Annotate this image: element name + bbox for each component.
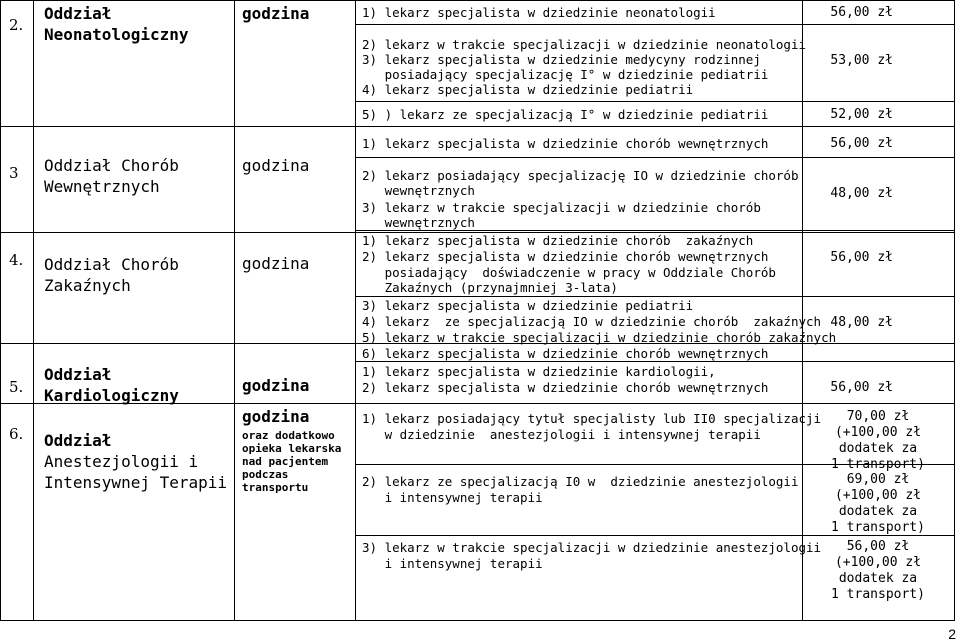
ward-name-line: Zakaźnych [44,276,131,295]
price: 48,00 zł [830,315,893,330]
row-divider [355,361,955,362]
requirement-line: 4) lekarz specjalista w dziedzinie pediatrii [362,82,694,97]
ward-name-line: Oddział [44,431,112,450]
requirement-line: 3) lekarz w trakcie specjalizacji w dziedzinie anestezjologii [362,540,822,555]
row-divider [355,24,955,25]
unit-note-line: nad pacjentem [242,455,329,468]
requirement-line: 2) lekarz specjalista w dziedzinie chorób wewnętrznych [362,249,769,264]
ward-name-line: Intensywnej Terapii [44,473,228,492]
price-note: (+100,00 zł [834,425,922,440]
ward-name-line: Wewnętrznych [44,177,160,196]
requirement-line: 4) lekarz ze specjalizacją IO w dziedzinie chorób zakaźnych [362,314,822,329]
row-number: 6. [9,425,24,443]
price: 56,00 zł [830,380,893,395]
price: 53,00 zł [830,53,893,68]
row-number: 2. [9,16,24,34]
price: 56,00 zł [846,539,910,554]
requirement-line: 2) lekarz ze specjalizacją I0 w dziedzinie anestezjologii [362,474,799,489]
requirement-line: 3) lekarz specjalista w dziedzinie pediatrii [362,298,694,313]
billing-unit: godzina [242,156,310,175]
column-divider [355,0,356,621]
price-note: 1 transport) [831,520,925,535]
row-divider [355,296,955,297]
unit-note-line: oraz dodatkowo [242,429,335,442]
price: 56,00 zł [830,136,893,151]
requirement-line: posiadający specjalizację I° w dziedzinie pediatrii [362,67,769,82]
column-divider [802,0,803,621]
requirement-line: posiadający doświadczenie w pracy w Oddziale Chorób [362,265,776,280]
requirement-line: 1) lekarz posiadający tytuł specjalisty lub II0 specjalizacji [362,411,822,426]
table-border [0,0,1,621]
billing-unit: godzina [242,407,310,426]
price-note: 1 transport) [831,587,925,602]
ward-name-line: Oddział Chorób [44,156,179,175]
billing-unit: godzina [242,376,310,395]
row-number: 4. [9,251,24,269]
price: 52,00 zł [830,107,893,122]
ward-name-line: Kardiologiczny [44,386,179,405]
requirement-line: 5) lekarz w trakcie specjalizacji w dziedzinie chorób zakaźnych [362,330,837,345]
billing-unit: godzina [242,254,310,273]
table-border [0,620,955,621]
row-divider [0,0,955,1]
requirement-line: wewnętrznych [362,215,475,230]
price-note: (+100,00 zł [834,488,922,503]
price: 56,00 zł [830,250,893,265]
row-number: 3 [9,164,19,182]
requirement-line: i intensywnej terapii [362,490,543,505]
requirement-line: 2) lekarz posiadający specjalizację IO w dziedzinie chorób [362,168,799,183]
column-divider [234,0,235,621]
requirement-line: 5) ) lekarz ze specjalizacją I° w dziedzinie pediatrii [362,107,769,122]
price: 69,00 zł [846,472,910,487]
row-number: 5. [9,378,24,396]
requirement-line: 1) lekarz specjalista w dziedzinie chorób zakaźnych [362,233,754,248]
row-divider [355,101,955,102]
row-divider [0,126,955,127]
unit-note-line: opieka lekarska [242,442,342,455]
row-divider [355,230,955,231]
price-note: dodatek za [838,441,918,456]
requirement-line: i intensywnej terapii [362,556,543,571]
requirement-line: 2) lekarz w trakcie specjalizacji w dziedzinie neonatologii [362,37,807,52]
unit-note-line: podczas [242,468,289,481]
ward-name-line: Oddział Chorób [44,255,179,274]
price-note: 1 transport) [831,457,925,472]
requirement-line: 6) lekarz specjalista w dziedzinie chorób wewnętrznych [362,346,769,361]
requirement-line: 1) lekarz specjalista w dziedzinie kardiologii, [362,364,716,379]
price: 48,00 zł [830,186,893,201]
price: 70,00 zł [846,409,910,424]
requirement-line: Zakaźnych (przynajmniej 3-lata) [362,280,618,295]
row-divider [355,157,955,158]
requirement-line: wewnętrznych [362,183,475,198]
requirement-line: 1) lekarz specjalista w dziedzinie neonatologii [362,5,716,20]
table-border [954,0,955,621]
requirement-line: 1) lekarz specjalista w dziedzinie chorób wewnętrznych [362,136,769,151]
unit-note-line: transportu [242,481,309,494]
ward-name-line: Oddział [44,4,112,23]
ward-name-line: Anestezjologii i [44,452,199,471]
column-divider [33,0,34,621]
requirement-line: 3) lekarz w trakcie specjalizacji w dziedzinie chorób [362,200,761,215]
ward-name-line: Oddział [44,365,112,384]
price: 56,00 zł [830,5,893,20]
price-note: dodatek za [838,571,918,586]
page-number: 2 [948,626,956,642]
billing-unit: godzina [242,4,310,23]
price-note: dodatek za [838,504,918,519]
requirement-line: 3) lekarz specjalista w dziedzinie medycyny rodzinnej [362,52,761,67]
requirement-line: 2) lekarz specjalista w dziedzinie chorób wewnętrznych [362,380,769,395]
requirement-line: w dziedzinie anestezjologii i intensywnej terapii [362,427,761,442]
price-note: (+100,00 zł [834,555,922,570]
ward-name-line: Neonatologiczny [44,25,189,44]
